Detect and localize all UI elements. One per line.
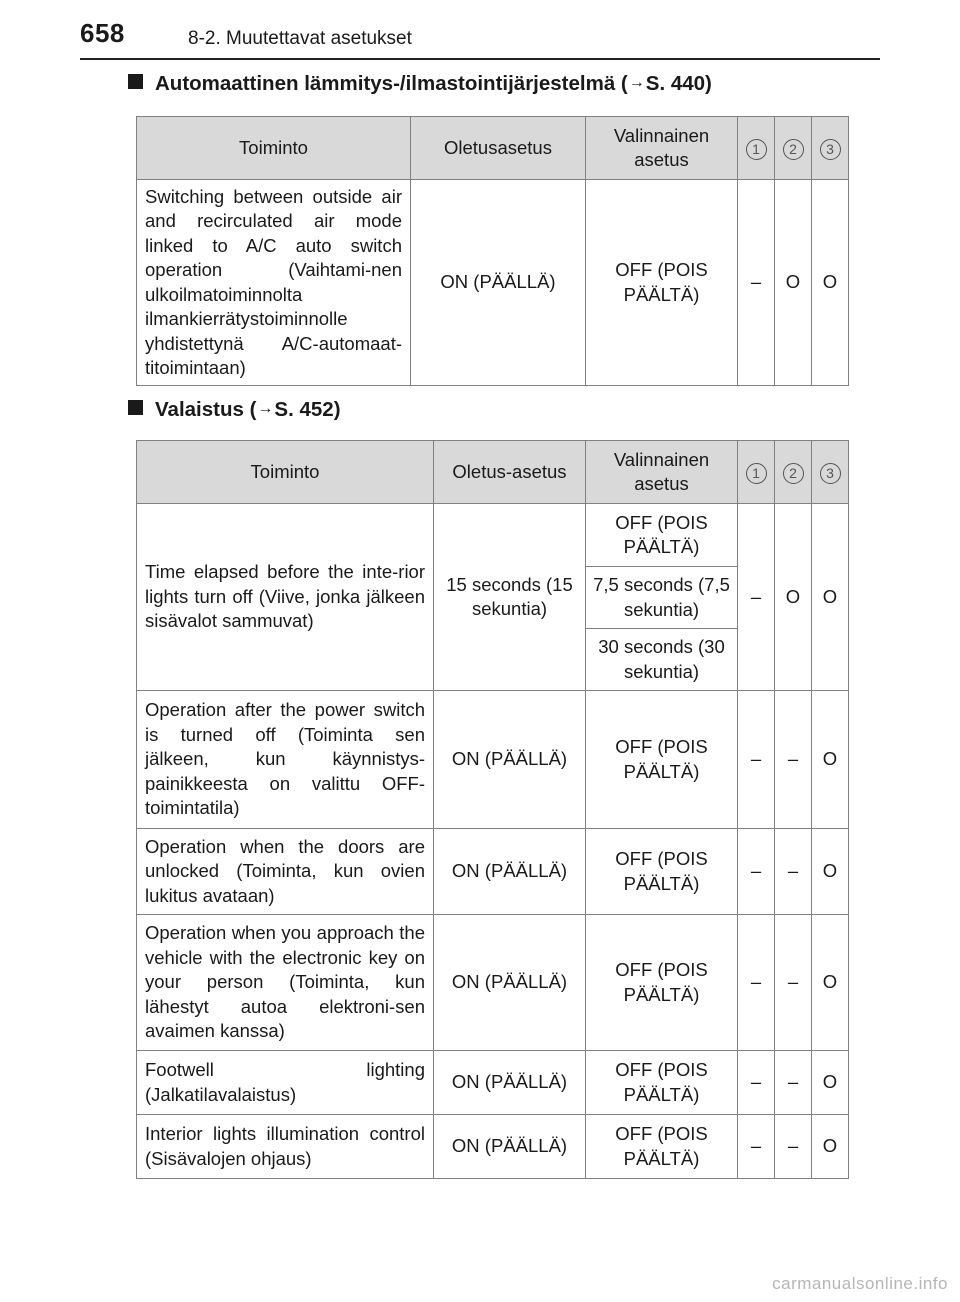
mark-cell-2: –: [775, 1051, 812, 1115]
bullet-square-icon: [128, 74, 143, 89]
column-header-1: [738, 441, 775, 504]
mark-cell-3: O: [812, 691, 849, 829]
table-row: [137, 1115, 849, 1179]
mark-cell-1: –: [738, 180, 775, 386]
table-row: [137, 915, 849, 1051]
optional-cell: 7,5 seconds (7,5 sekuntia): [586, 567, 738, 629]
column-header-optional: Valinnainen asetus: [586, 117, 738, 180]
mark-cell-2: –: [775, 915, 812, 1051]
mark-cell-3: O: [812, 180, 849, 386]
watermark-brand: carmanualsonline.info: [772, 1274, 948, 1293]
circled-number: 2: [783, 139, 804, 160]
mark-cell-2: O: [775, 180, 812, 386]
default-cell: ON (PÄÄLLÄ): [434, 1115, 586, 1179]
section-title: Automaattinen lämmitys-/ilmastointijärjestelmä (: [155, 72, 628, 95]
mark-cell-3: O: [812, 1051, 849, 1115]
mark-cell-3: O: [812, 1115, 849, 1179]
section-heading-climate: [128, 72, 712, 96]
circled-number: 3: [820, 139, 841, 160]
column-header-function: Toiminto: [137, 117, 411, 180]
column-header-2: [775, 441, 812, 504]
mark-cell-2: –: [775, 1115, 812, 1179]
arrow-right-icon: →: [628, 74, 645, 91]
mark-cell-3: O: [812, 829, 849, 915]
function-cell: Time elapsed before the inte-rior lights turn off (Viive, jonka jälkeen sisävalot sammuvat): [137, 504, 434, 691]
function-cell: Footwell lighting (Jalkatilavalaistus): [137, 1051, 434, 1115]
climate-settings-table: [136, 116, 849, 386]
table-row: [137, 691, 849, 829]
mark-cell-2: O: [775, 504, 812, 691]
optional-cell: OFF (POIS PÄÄLTÄ): [586, 829, 738, 915]
chapter-title: 8-2. Muutettavat asetukset: [188, 28, 412, 49]
default-cell: ON (PÄÄLLÄ): [434, 691, 586, 829]
default-cell: ON (PÄÄLLÄ): [411, 180, 586, 386]
default-cell: ON (PÄÄLLÄ): [434, 915, 586, 1051]
function-cell: Switching between outside air and recirculated air mode linked to A/C auto switch operation (Vaihtami-nen ulkoilmatoiminnolta ilmankierrätystoiminnolle yhdistettynä A/C-automaat-titoimintaan): [137, 180, 411, 386]
column-header-3: [812, 441, 849, 504]
mark-cell-1: –: [738, 829, 775, 915]
page-number: 658: [80, 18, 125, 48]
column-header-optional: Valinnainen asetus: [586, 441, 738, 504]
mark-cell-1: –: [738, 691, 775, 829]
table-row: [137, 504, 849, 567]
circled-number: 2: [783, 463, 804, 484]
circled-number: 1: [746, 139, 767, 160]
function-cell: Operation after the power switch is turned off (Toiminta sen jälkeen, kun käynnistys-painikkeesta on valittu OFF-toimintatila): [137, 691, 434, 829]
default-cell: ON (PÄÄLLÄ): [434, 1051, 586, 1115]
optional-cell: OFF (POIS PÄÄLTÄ): [586, 1051, 738, 1115]
table-row: [137, 180, 849, 386]
optional-cell: OFF (POIS PÄÄLTÄ): [586, 1115, 738, 1179]
optional-cell: OFF (POIS PÄÄLTÄ): [586, 504, 738, 567]
table-header-row: [137, 441, 849, 504]
column-header-default: Oletus-asetus: [434, 441, 586, 504]
table-row: [137, 1051, 849, 1115]
column-header-3: [812, 117, 849, 180]
mark-cell-2: –: [775, 829, 812, 915]
table-row: [137, 829, 849, 915]
function-cell: Interior lights illumination control (Sisävalojen ohjaus): [137, 1115, 434, 1179]
optional-cell: OFF (POIS PÄÄLTÄ): [586, 180, 738, 386]
section-ref: S. 440): [645, 72, 712, 95]
column-header-function: Toiminto: [137, 441, 434, 504]
column-header-2: [775, 117, 812, 180]
mark-cell-1: –: [738, 915, 775, 1051]
mark-cell-3: O: [812, 504, 849, 691]
table-header-row: [137, 117, 849, 180]
mark-cell-1: –: [738, 1115, 775, 1179]
header-rule: [80, 58, 880, 60]
section-ref: S. 452): [274, 398, 341, 421]
mark-cell-2: –: [775, 691, 812, 829]
section-heading-lighting: [128, 398, 341, 422]
mark-cell-1: –: [738, 504, 775, 691]
section-title: Valaistus (: [155, 398, 257, 421]
arrow-right-icon: →: [257, 400, 274, 417]
circled-number: 3: [820, 463, 841, 484]
default-cell: ON (PÄÄLLÄ): [434, 829, 586, 915]
optional-cell: 30 seconds (30 sekuntia): [586, 629, 738, 691]
bullet-square-icon: [128, 400, 143, 415]
column-header-1: [738, 117, 775, 180]
optional-cell: OFF (POIS PÄÄLTÄ): [586, 691, 738, 829]
function-cell: Operation when you approach the vehicle with the electronic key on your person (Toiminta, kun lähestyt autoa elektroni-sen avaimen kanssa): [137, 915, 434, 1051]
lighting-settings-table: [136, 440, 849, 1179]
mark-cell-1: –: [738, 1051, 775, 1115]
default-cell: 15 seconds (15 sekuntia): [434, 504, 586, 691]
optional-cell: OFF (POIS PÄÄLTÄ): [586, 915, 738, 1051]
mark-cell-3: O: [812, 915, 849, 1051]
circled-number: 1: [746, 463, 767, 484]
column-header-default: Oletusasetus: [411, 117, 586, 180]
function-cell: Operation when the doors are unlocked (Toiminta, kun ovien lukitus avataan): [137, 829, 434, 915]
